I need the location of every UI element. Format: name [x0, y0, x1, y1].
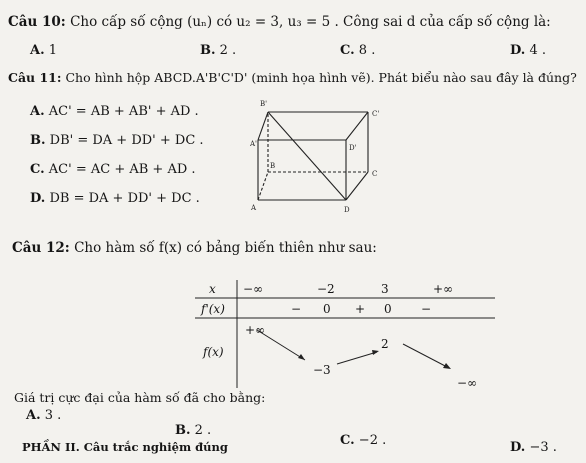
- x-value-neg2: −2: [317, 282, 335, 296]
- vertex-label-dprime: D': [349, 144, 357, 152]
- q12-text: Cho hàm số f(x) có bảng biến thiên như sau:: [74, 240, 377, 256]
- q11-option-d[interactable]: D. DB = DA + DD' + DC .: [30, 191, 200, 206]
- f-value-2: 2: [381, 337, 389, 351]
- variation-table: [195, 278, 495, 390]
- q10-option-b[interactable]: B. 2 .: [200, 43, 237, 58]
- vertex-label-cprime: C': [372, 110, 380, 118]
- x-value-3: 3: [381, 282, 389, 296]
- vertex-label-c: C: [372, 170, 378, 178]
- arrow-increasing: [337, 352, 377, 364]
- part2-heading: PHẦN II. Câu trắc nghiệm đúng: [22, 440, 228, 454]
- arrowhead-2: [372, 350, 379, 355]
- sign-zero-2: 0: [384, 302, 392, 316]
- q10-label: Câu 10:: [8, 14, 66, 30]
- arrowhead-3: [443, 363, 451, 369]
- q12-option-d[interactable]: D. −3 .: [510, 440, 557, 455]
- q12-option-c[interactable]: C. −2 .: [340, 433, 387, 448]
- parallelepiped-figure: [250, 92, 390, 222]
- x-value-pos-inf: +∞: [433, 282, 454, 296]
- q12-option-b[interactable]: B. 2 .: [175, 423, 212, 438]
- vertex-label-d: D: [344, 206, 350, 214]
- q11-option-b[interactable]: B. DB' = DA + DD' + DC .: [30, 133, 204, 148]
- f-label: f(x): [203, 345, 224, 359]
- edge-dprime-cprime: [346, 112, 368, 140]
- q11-option-c[interactable]: C. AC' = AC + AB + AD .: [30, 162, 196, 177]
- vertex-label-a: A: [251, 204, 257, 212]
- q10-line: [8, 14, 551, 30]
- q12-line: [12, 240, 377, 256]
- sign-3: −: [421, 302, 432, 316]
- f-value-neg-inf: −∞: [457, 376, 478, 390]
- sign-1: −: [291, 302, 302, 316]
- edge-a-b-hidden: [258, 172, 268, 200]
- q11-text: Cho hình hộp ABCD.A'B'C'D' (minh họa hình vẽ). Phát biểu nào sau đây là đúng?: [65, 70, 577, 85]
- q12-label: Câu 12:: [12, 240, 70, 256]
- edge-aprime-bprime: [258, 112, 268, 140]
- vertex-label-aprime: A': [250, 140, 257, 148]
- q11-option-a[interactable]: A. AC' = AB + AB' + AD .: [30, 104, 199, 119]
- vertex-label-bprime: B': [260, 100, 268, 108]
- q12-question: Giá trị cực đại của hàm số đã cho bằng:: [14, 390, 266, 405]
- arrowhead-1: [298, 354, 305, 360]
- fprime-label: f'(x): [201, 302, 225, 316]
- f-value-pos-inf: +∞: [245, 323, 266, 337]
- q10-option-a[interactable]: A. 1: [30, 43, 58, 58]
- edge-d-c: [346, 172, 368, 200]
- sign-2: +: [355, 302, 366, 316]
- x-label: x: [209, 282, 216, 296]
- sign-zero-1: 0: [323, 302, 331, 316]
- f-value-neg3: −3: [313, 363, 331, 377]
- vertex-label-b: B: [270, 162, 276, 170]
- q11-line: [8, 70, 577, 85]
- q10-option-c[interactable]: C. 8 .: [340, 43, 376, 58]
- q10-option-d[interactable]: D. 4 .: [510, 43, 547, 58]
- x-value-neg-inf: −∞: [243, 282, 264, 296]
- q12-option-a[interactable]: A. 3 .: [26, 408, 62, 423]
- q11-label: Câu 11:: [8, 70, 62, 85]
- diagonal-bprime-d: [268, 112, 346, 200]
- q10-text: Cho cấp số cộng (uₙ) có u₂ = 3, u₃ = 5 . Công sai d của cấp số cộng là:: [70, 14, 551, 30]
- arrow-decreasing-2: [403, 344, 449, 368]
